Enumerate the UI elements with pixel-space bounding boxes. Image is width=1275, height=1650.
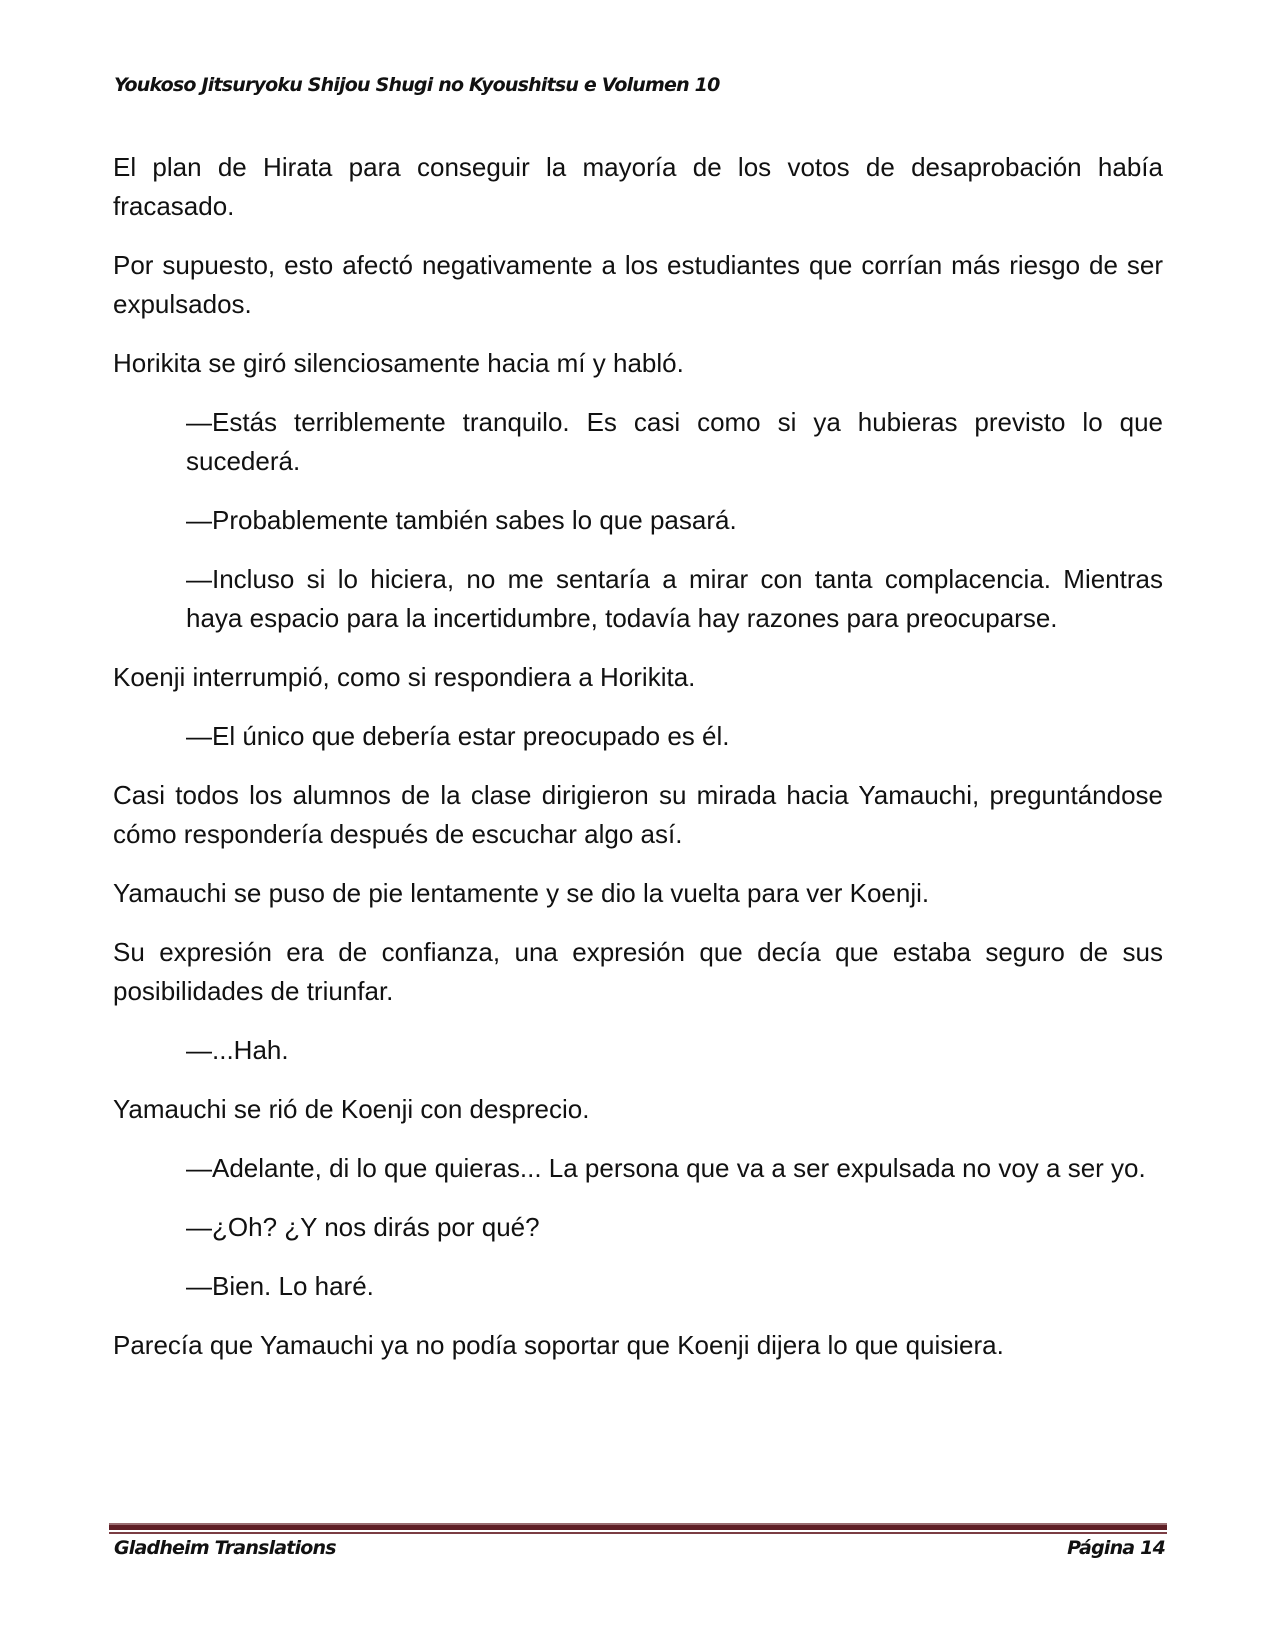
dialogue-line: —Probablemente también sabes lo que pasará. bbox=[186, 505, 737, 535]
paragraph: Por supuesto, esto afectó negativamente a los estudiantes que corrían más riesgo de ser expulsados. bbox=[113, 250, 1163, 319]
paragraph: Horikita se giró silenciosamente hacia mí y habló. bbox=[113, 348, 684, 378]
paragraph: Yamauchi se puso de pie lentamente y se dio la vuelta para ver Koenji. bbox=[113, 878, 930, 908]
page-number: Página 14 bbox=[1067, 1537, 1165, 1559]
paragraph: Parecía que Yamauchi ya no podía soportar que Koenji dijera lo que quisiera. bbox=[113, 1330, 1004, 1360]
dialogue-line: —Adelante, di lo que quieras... La persona que va a ser expulsada no voy a ser yo. bbox=[186, 1153, 1146, 1183]
footer-rule bbox=[109, 1523, 1167, 1534]
footer bbox=[114, 1537, 1165, 1559]
dialogue-line: —Estás terriblemente tranquilo. Es casi como si ya hubieras previsto lo que sucederá. bbox=[186, 407, 1163, 476]
dialogue-line: —El único que debería estar preocupado es él. bbox=[186, 721, 730, 751]
dialogue-line: —Bien. Lo haré. bbox=[186, 1271, 374, 1301]
paragraph: Casi todos los alumnos de la clase dirigieron su mirada hacia Yamauchi, preguntándose cómo respondería después de escuchar algo así. bbox=[113, 780, 1163, 849]
running-header: Youkoso Jitsuryoku Shijou Shugi no Kyoushitsu e Volumen 10 bbox=[114, 74, 720, 96]
paragraph: El plan de Hirata para conseguir la mayoría de los votos de desaprobación había fracasado. bbox=[113, 152, 1163, 221]
page-body bbox=[113, 148, 1163, 1385]
dialogue-line: —Incluso si lo hiciera, no me sentaría a mirar con tanta complacencia. Mientras haya espacio para la incertidumbre, todavía hay razones para preocuparse. bbox=[186, 564, 1163, 633]
paragraph: Su expresión era de confianza, una expresión que decía que estaba seguro de sus posibilidades de triunfar. bbox=[113, 937, 1163, 1006]
paragraph: Yamauchi se rió de Koenji con desprecio. bbox=[113, 1094, 590, 1124]
dialogue-line: —¿Oh? ¿Y nos dirás por qué? bbox=[186, 1212, 540, 1242]
footer-publisher: Gladheim Translations bbox=[114, 1537, 336, 1559]
paragraph: Koenji interrumpió, como si respondiera a Horikita. bbox=[113, 662, 696, 692]
dialogue-line: —...Hah. bbox=[186, 1035, 289, 1065]
